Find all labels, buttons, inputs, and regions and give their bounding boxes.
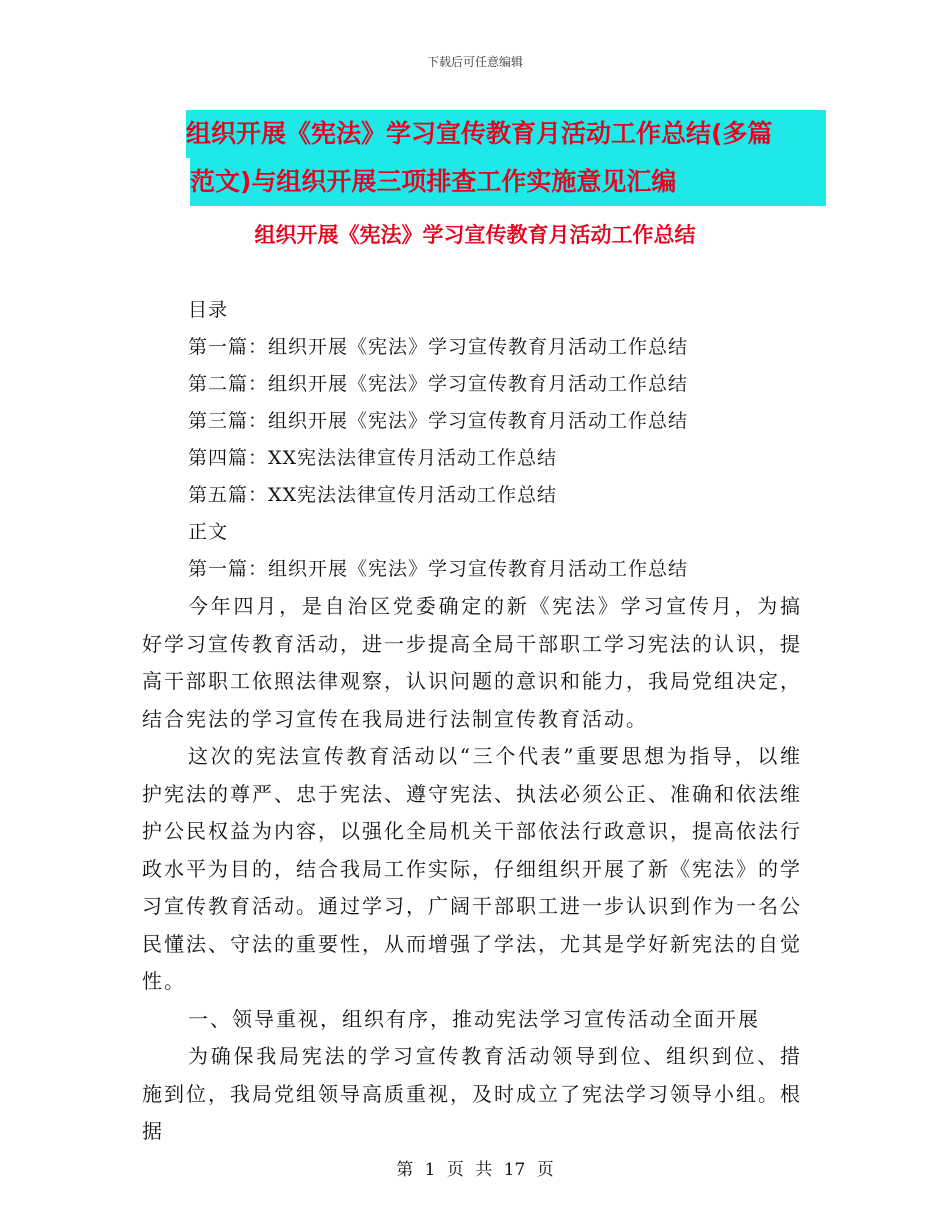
document-title-line-2 [190, 158, 826, 206]
toc-item: 第二篇：组织开展《宪法》学习宣传教育月活动工作总结 [188, 373, 689, 395]
toc-item: 第五篇：XX宪法法律宣传月活动工作总结 [188, 484, 558, 506]
section-title: 组织开展《宪法》学习宣传教育月活动工作总结 [254, 223, 696, 247]
toc-item: 第三篇：组织开展《宪法》学习宣传教育月活动工作总结 [188, 410, 689, 432]
toc-item: 第一篇：组织开展《宪法》学习宣传教育月活动工作总结 [188, 336, 689, 358]
table-of-contents [188, 292, 828, 588]
paragraph: 今年四月，是自治区党委确定的新《宪法》学习宣传月，为搞好学习宣传教育活动，进一步提高全局干部职工学习宪法的认识，提高干部职工依照法律观察，认识问题的意识和能力，我局党组决定，结合宪法的学习宣传在我局进行法制宣传教育活动。 [142, 594, 802, 731]
toc-heading: 目录 [188, 299, 229, 321]
document-title [186, 110, 826, 206]
document-title-line-1 [186, 110, 826, 158]
page-footer: 第 1 页 共 17 页 [396, 1160, 554, 1180]
title-line-2-text: 范文)与组织开展三项排查工作实施意见汇编 [190, 167, 677, 196]
toc-item: 第四篇：XX宪法法律宣传月活动工作总结 [188, 447, 558, 469]
paragraph: 为确保我局宪法的学习宣传教育活动领导到位、组织到位、措施到位，我局党组领导高质重视，及时成立了宪法学习领导小组。根据 [142, 1044, 802, 1143]
subsection-heading: 一、领导重视，组织有序，推动宪法学习宣传活动全面开展 [188, 1006, 760, 1031]
first-article-heading: 第一篇：组织开展《宪法》学习宣传教育月活动工作总结 [188, 558, 689, 580]
paragraph: 这次的宪法宣传教育活动以“三个代表”重要思想为指导，以维护宪法的尊严、忠于宪法、遵守宪法、执法必须公正、准确和依法维护公民权益为内容，以强化全局机关干部依法行政意识，提高依法行政水平为目的，结合我局工作实际，仔细组织开展了新《宪法》的学习宣传教育活动。通过学习，广阔干部职工进一步认识到作为一名公民懂法、守法的重要性，从而增强了学法，尤其是学好新宪法的自觉性。 [142, 744, 802, 993]
title-line-1-text: 组织开展《宪法》学习宣传教育月活动工作总结(多篇 [186, 119, 773, 148]
header-note: 下载后可任意编辑 [426, 55, 523, 69]
article-body [142, 588, 802, 1151]
body-heading: 正文 [188, 521, 229, 543]
